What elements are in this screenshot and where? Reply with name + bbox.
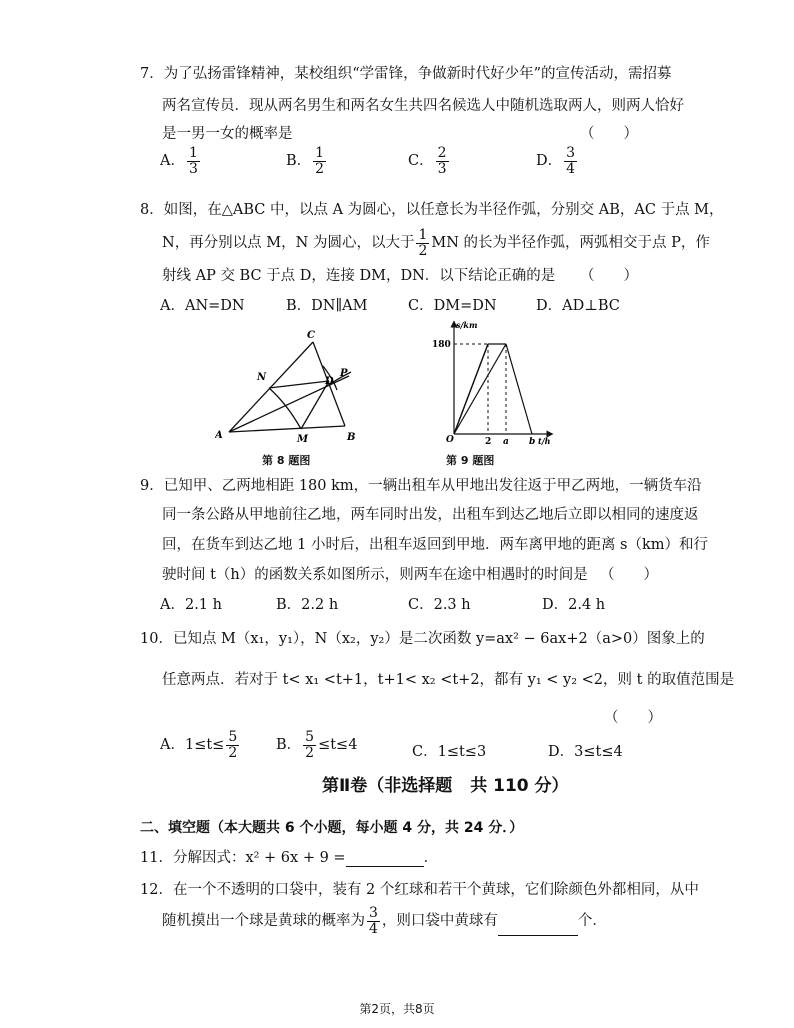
segment-dn [269, 381, 329, 388]
q7-line2: 两名宣传员．现从两名男生和两名女生共四名候选人中随机选取两人，则两人恰好 [162, 98, 684, 114]
label-p: P [340, 368, 348, 379]
section-2-title: 第Ⅱ卷（非选择题 共 110 分） [322, 776, 569, 796]
q9-option-a: A．2.1 h [160, 597, 222, 613]
q12-line2: 随机摸出一个球是黄球的概率为 $\frac{3}{4}$ ，则口袋中黄球有 个． [162, 905, 607, 937]
fill-in-blank-heading: 二、填空题（本大题共 6 个小题，每小题 4 分，共 24 分．） [140, 820, 524, 836]
segment-ac [229, 342, 313, 432]
q12-answer-blank[interactable] [498, 919, 578, 936]
q10-option-c: C．1≤t≤3 [412, 744, 487, 760]
q7-option-a: A． $\frac{1}{3}$ [160, 145, 198, 177]
q9-line2: 同一条公路从甲地前往乙地，两车同时出发，出租车到达乙地后立即以相同的速度返 [162, 507, 699, 523]
q9-line1: 9．已知甲、乙两地相距 180 km，一辆出租车从甲地出发往返于甲乙两地，一辆货车沿 [140, 478, 702, 494]
q10-option-d: D．3≤t≤4 [548, 744, 623, 760]
q7-option-b: B． $\frac{1}{2}$ [286, 145, 325, 177]
y-axis-label: s/km [456, 320, 478, 330]
q11-answer-blank[interactable] [346, 850, 424, 867]
figure-9-graph [420, 318, 560, 448]
q9-answer-paren: （ ） [600, 567, 658, 583]
q8-line1: 8．如图，在△ABC 中，以点 A 为圆心，以任意长为半径作弧，分别交 AB，AC 于点 M， [140, 202, 724, 218]
q7-option-c: C． $\frac{2}{3}$ [408, 145, 447, 177]
q7-line1: 7．为了弘扬雷锋精神，某校组织“学雷锋，争做新时代好少年”的宣传活动，需招募 [140, 66, 672, 82]
label-d: D [325, 376, 334, 387]
q10-option-a: A．1≤t≤ $\frac{5}{2}$ [160, 729, 238, 761]
label-m: M [297, 434, 309, 445]
taxi-back-line [454, 344, 488, 434]
x-axis-label: t/h [538, 436, 551, 446]
taxi-return [506, 344, 532, 434]
q9-option-b: B．2.2 h [276, 597, 339, 613]
q7-option-d: D． $\frac{3}{4}$ [536, 145, 576, 177]
label-n: N [257, 372, 267, 383]
q9-line3: 回，在货车到达乙地 1 小时后，出租车返回到甲地．两车离甲地的距离 s（km）和行 [162, 537, 709, 553]
q10-line2: 任意两点．若对于 t< x₁ <t+1，t+1< x₂ <t+2，都有 y₁ < y₂ <2，则 t 的取值范围是 [162, 672, 735, 688]
q9-option-c: C．2.3 h [408, 597, 471, 613]
label-c: C [307, 330, 315, 341]
q7-line3: 是一男一女的概率是 [162, 126, 293, 142]
q8-option-c: C．DM=DN [408, 298, 497, 314]
q11-line: 11．分解因式：x² + 6x + 9 = ． [140, 850, 439, 866]
q10-answer-paren: （ ） [604, 710, 662, 726]
q7-answer-paren: （ ） [580, 126, 638, 142]
origin-label: O [446, 435, 454, 445]
q8-option-d: D．AD⊥BC [536, 298, 620, 314]
figure-8-caption: 第 8 题图 [262, 454, 311, 467]
label-a: A [215, 430, 223, 441]
x-tick-b: b [529, 437, 536, 447]
q8-option-a: A．AN=DN [160, 298, 245, 314]
y-tick-180: 180 [432, 340, 451, 350]
x-tick-a: a [503, 437, 509, 447]
segment-dm [301, 381, 329, 429]
q8-line3: 射线 AP 交 BC 于点 D，连接 DM，DN．以下结论正确的是 [162, 268, 556, 284]
q12-line1: 12．在一个不透明的口袋中，装有 2 个红球和若干个黄球，它们除颜色外都相同，从中 [140, 882, 699, 898]
q10-option-b: B． $\frac{5}{2}$ ≤t≤4 [276, 729, 358, 761]
q9-option-d: D．2.4 h [542, 597, 606, 613]
truck-line [454, 344, 506, 434]
segment-ab [229, 426, 345, 432]
figure-9-caption: 第 9 题图 [446, 454, 495, 467]
label-b: B [347, 432, 356, 443]
figure-8-triangle [215, 322, 375, 447]
page-footer: 第2页，共8页 [359, 1002, 435, 1016]
x-tick-2: 2 [485, 437, 492, 447]
q10-line1: 10．已知点 M（x₁，y₁），N（x₂，y₂）是二次函数 y=ax² − 6ax+2（a>0）图象上的 [140, 631, 705, 647]
q9-line4: 驶时间 t（h）的函数关系如图所示，则两车在途中相遇时的时间是 [162, 567, 588, 583]
q8-answer-paren: （ ） [580, 268, 638, 284]
q8-option-b: B．DN∥AM [286, 298, 368, 314]
arc-mn [269, 388, 301, 429]
q8-line2: N，再分别以点 M，N 为圆心，以大于 $\frac{1}{2}$ MN 的长为半径作弧，两弧相交于点 P，作 [162, 227, 710, 259]
